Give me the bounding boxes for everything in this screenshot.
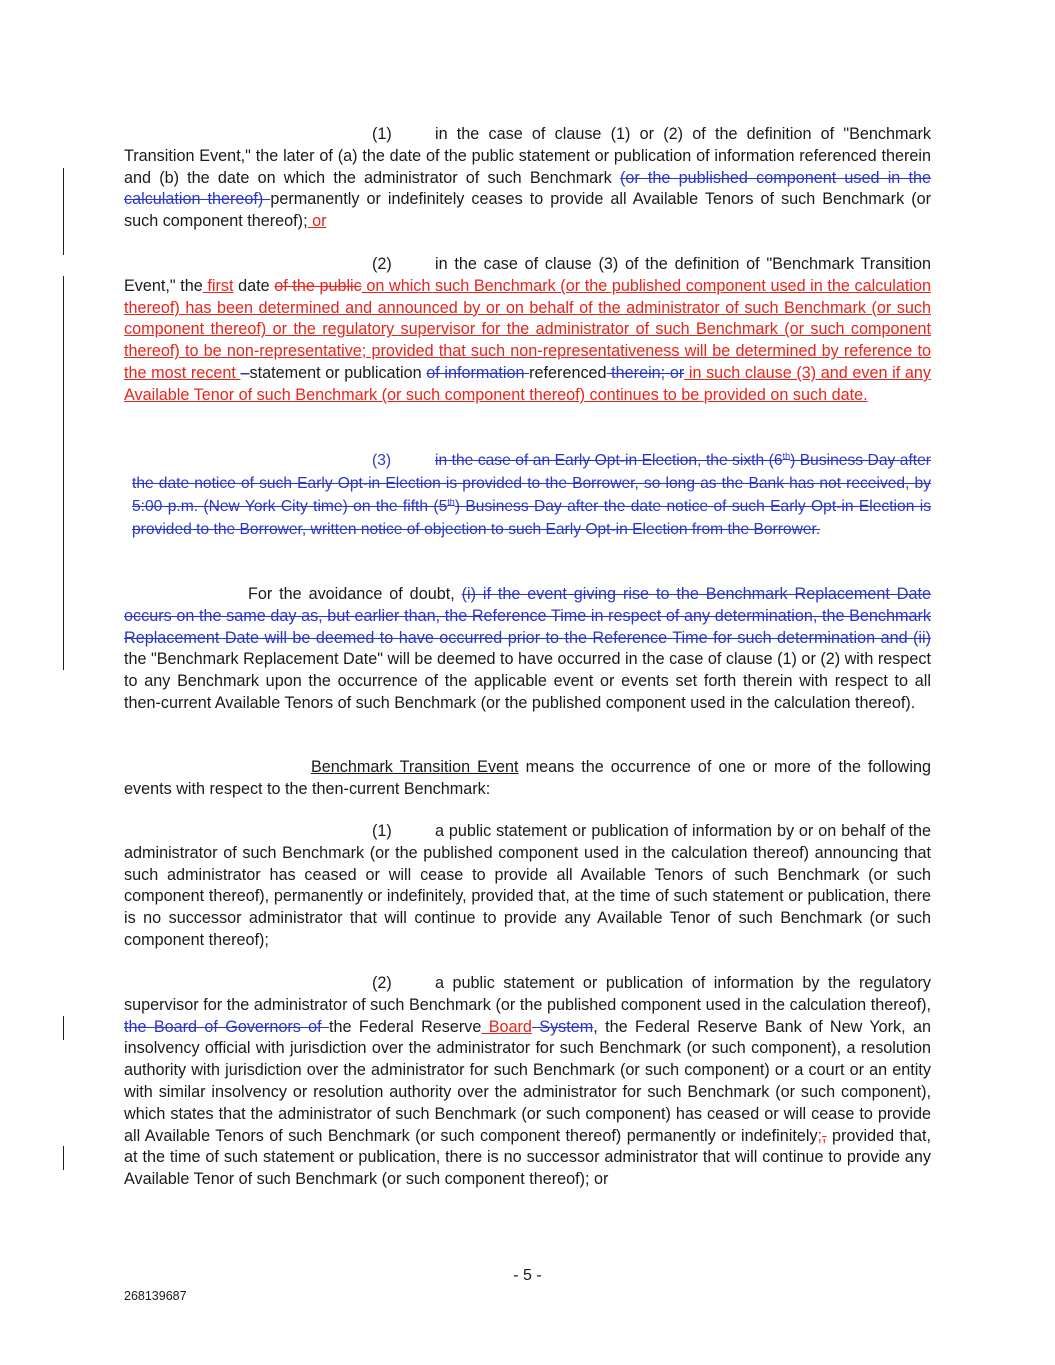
inserted-text: or [307, 212, 327, 231]
paragraph-clause-3-deleted: (3) in the case of an Early Opt-in Election, the sixth (6th) Business Day after the date notice of such Early Opt-in Election is provided to the Borrower, so long as the Bank has not received, by 5:00 p.m. (New York City time) on the fifth (5th) Business Day after the date notice of such Early Opt-in Election is provided to the Borrower, written notice of objection to such Early Opt-in Election from the Borrower. [132, 450, 931, 538]
deleted-text: (or the published component used in the calculation thereof) [124, 168, 931, 209]
deleted-text: of the public [274, 276, 362, 295]
inserted-text: Board [481, 1017, 532, 1036]
deleted-text: of information [426, 363, 530, 382]
paragraph-clause-2: (2) in the case of clause (3) of the definition of "Benchmark Transition Event," the first date of the public on which such Benchmark (or the published component used in the calculation thereof) has been determined and announced by or on behalf of the administrator of such Benchmark (or such component thereof) or the regulatory supervisor for the administrator of such Benchmark (or such component thereof) to be non-representative; provided that such non-representativeness will be determined by reference to the most recent –statement or publication of information referenced therein; or in such clause (3) and even if any Available Tenor of such Benchmark (or such component thereof) continues to be provided on such date. [124, 255, 932, 404]
defined-term: Benchmark Transition Event [311, 758, 519, 776]
clause-number: (3) [372, 452, 392, 469]
deleted-text: System [531, 1017, 594, 1036]
clause-number: (2) [372, 255, 392, 273]
clause-number: (1) [372, 125, 392, 143]
change-bar [63, 276, 64, 670]
page-number: - 5 - [513, 1267, 542, 1284]
inserted-text: ; [817, 1126, 823, 1145]
paragraph-avoidance-of-doubt: For the avoidance of doubt, (i) if the event giving rise to the Benchmark Replacement Date occurs on the same day as, but earlier than, the Reference Time in respect of any determination, the Benchmark Replacement Date will be deemed to have occurred prior to the Reference Time for such determination and (ii) the "Benchmark Replacement Date" will be deemed to have occurred in the case of clause (1) or (2) with respect to any Benchmark upon the occurrence of the applicable event or events set forth therein with respect to all then-current Available Tenors of such Benchmark (or the published component used in the calculation thereof). [124, 585, 931, 712]
change-bar [63, 168, 64, 255]
change-bar [63, 1016, 64, 1040]
paragraph-event-2: (2) a public statement or publication of information by the regulatory supervisor for the administrator of such Benchmark (or the published component used in the calculation thereof), the Board of Governors of the Federal Reserve Board System, the Federal Reserve Bank of New York, an insolvency official with jurisdiction over the administrator for such Benchmark (or such component), a resolution authority with jurisdiction over the administrator for such Benchmark (or such component) or a court or an entity with similar insolvency or resolution authority over the administrator for such Benchmark (or such component), which states that the administrator of such Benchmark (or such component) has ceased or will cease to provide all Available Tenors of such Benchmark (or such component thereof) permanently or indefinitely;, provided that, at the time of such statement or publication, there is no successor administrator that will continue to provide any Available Tenor of such Benchmark (or such component thereof); or [124, 974, 931, 1189]
deleted-text: , [822, 1126, 827, 1145]
deleted-text: – [240, 363, 250, 382]
deleted-text: therein; or [606, 363, 685, 382]
clause-number: (1) [372, 822, 392, 840]
deleted-text: (i) if the event giving rise to the Benchmark Replacement Date occurs on the same day as, but earlier than, the Reference Time in respect of any determination, the Benchmark Replacement Date will be deemed to have occurred prior to the Reference Time for such determination and (ii) [124, 585, 931, 647]
inserted-text: on which such Benchmark (or the published component used in the calculation thereof) has been determined and announced by or on behalf of the administrator of such Benchmark (or such component thereof) or the regulatory supervisor for the administrator of such Benchmark (or such component thereof) to be non-representative; provided that such non-representativeness will be determined by reference to the most recent [124, 276, 932, 382]
change-bar [63, 1146, 64, 1170]
clause-number: (2) [372, 974, 392, 992]
paragraph-definition: Benchmark Transition Event means the occurrence of one or more of the following events with respect to the then-current Benchmark: [124, 758, 931, 798]
paragraph-clause-1: (1) in the case of clause (1) or (2) of the definition of "Benchmark Transition Event," the later of (a) the date of the public statement or publication of information referenced therein and (b) the date on which the administrator of such Benchmark (or the published component used in the calculation thereof) permanently or indefinitely ceases to provide all Available Tenors of such Benchmark (or such component thereof); or [124, 125, 931, 231]
paragraph-event-1: (1) a public statement or publication of information by or on behalf of the administrator of such Benchmark (or the published component used in the calculation thereof) announcing that such administrator has ceased or will cease to provide all Available Tenors of such Benchmark (or such component thereof), permanently or indefinitely, provided that, at the time of such statement or publication, there is no successor administrator that will continue to provide any Available Tenor of such Benchmark (or such component thereof); [124, 822, 931, 949]
document-id: 268139687 [124, 1289, 187, 1303]
inserted-text: in such clause (3) and even if any Available Tenor of such Benchmark (or such component thereof) continues to be provided on such date. [124, 363, 931, 404]
deleted-text: the Board of Governors of [124, 1017, 330, 1036]
inserted-text: first [202, 276, 234, 295]
